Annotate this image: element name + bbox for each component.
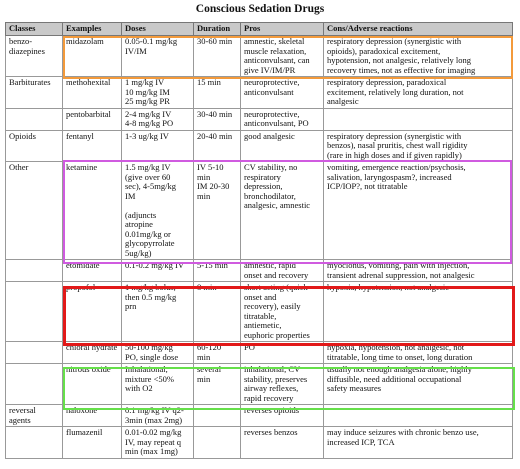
cell-dose: 0.1-0.2 mg/kg IV <box>122 260 194 282</box>
cell-duration: IV 5-10 min IM 20-30 min <box>194 162 241 260</box>
cell-cons: may induce seizures with chronic benzo use, increased ICP, TCA <box>324 427 513 459</box>
cell-cons <box>324 405 513 427</box>
cell-pros: reverses opioids <box>241 405 324 427</box>
table-row <box>6 342 513 364</box>
table-row <box>6 130 513 162</box>
cell-dose: 0.01-0.02 mg/kg IV, may repeat q min (max 1mg) <box>122 427 194 459</box>
table-row <box>6 77 513 109</box>
table-row <box>6 108 513 130</box>
header-pros: Pros <box>241 23 324 36</box>
table-row <box>6 427 513 459</box>
cell-cons: usually not enough analgesia alone, highly diffusible, need additional occupational safety measures <box>324 364 513 405</box>
cell-cons: respiratory depression (synergistic with opioids), paradoxical excitement, hypotension, not analgesic, relatively long recovery times, not as effective for imaging <box>324 36 513 77</box>
cell-example: flumazenil <box>63 427 122 459</box>
cell-dose: 1.5 mg/kg IV (give over 60 sec), 4-5mg/kg IM (adjuncts atropine 0.01mg/kg or glycopyrrolate 5ug/kg) <box>122 162 194 260</box>
cell-cons: hypoxia, hypotension, not analgesic <box>324 282 513 342</box>
cell-duration <box>194 405 241 427</box>
cell-example: fentanyl <box>63 130 122 162</box>
table-header-row <box>6 23 513 36</box>
cell-dose: 1-3 ug/kg IV <box>122 130 194 162</box>
cell-pros: neuroprotective, anticonvulsant, PO <box>241 108 324 130</box>
cell-dose: 1 mg/kg bolus, then 0.5 mg/kg prn <box>122 282 194 342</box>
cell-duration: 5-15 min <box>194 260 241 282</box>
cell-dose: 50-100 mg/kg PO, single dose <box>122 342 194 364</box>
cell-dose: 0.1 mg/kg IV q2- 3min (max 2mg) <box>122 405 194 427</box>
cell-pros: CV stability, no respiratory depression, bronchodilator, analgesic, amnestic <box>241 162 324 260</box>
cell-class <box>6 342 63 364</box>
cell-class: benzo- diazepines <box>6 36 63 77</box>
cell-duration <box>194 427 241 459</box>
cell-duration: several min <box>194 364 241 405</box>
table-row <box>6 364 513 405</box>
cell-pros: amnestic, skeletal muscle relaxation, anticonvulsant, can give IV/IM/PR <box>241 36 324 77</box>
cell-class: Barbiturates <box>6 77 63 109</box>
header-doses: Doses <box>122 23 194 36</box>
cell-pros: inhalational, CV stability, preserves airway reflexes, rapid recovery <box>241 364 324 405</box>
cell-cons: respiratory depression (synergistic with benzos), nasal pruritis, chest wall rigidity (rare in high doses and if given rapidly) <box>324 130 513 162</box>
cell-dose: 2-4 mg/kg IV 4-8 mg/kg PO <box>122 108 194 130</box>
table-row <box>6 162 513 260</box>
cell-example: midazolam <box>63 36 122 77</box>
cell-example: nitrous oxide <box>63 364 122 405</box>
header-examples: Examples <box>63 23 122 36</box>
page-title: Conscious Sedation Drugs <box>195 3 325 15</box>
cell-class: Opioids <box>6 130 63 162</box>
cell-example: etomidate <box>63 260 122 282</box>
cell-class: reversal agents <box>6 405 63 427</box>
cell-duration: 60-120 min <box>194 342 241 364</box>
cell-dose: 0.05-0.1 mg/kg IV/IM <box>122 36 194 77</box>
cell-dose: 1 mg/kg IV 10 mg/kg IM 25 mg/kg PR <box>122 77 194 109</box>
sedation-drugs-table <box>5 22 513 459</box>
cell-class <box>6 282 63 342</box>
table-row <box>6 260 513 282</box>
cell-cons <box>324 108 513 130</box>
table-row <box>6 282 513 342</box>
cell-example: methohexital <box>63 77 122 109</box>
cell-duration: 30-40 min <box>194 108 241 130</box>
cell-pros: reverses benzos <box>241 427 324 459</box>
header-cons: Cons/Adverse reactions <box>324 23 513 36</box>
header-duration: Duration <box>194 23 241 36</box>
cell-example: propofol <box>63 282 122 342</box>
cell-cons: hypoxia, hypotension, not analgesic, not titratable, long time to onset, long duration <box>324 342 513 364</box>
cell-class <box>6 364 63 405</box>
cell-pros: neuroprotective, anticonvulsant <box>241 77 324 109</box>
cell-dose: Inhalational, mixture <50% with O2 <box>122 364 194 405</box>
header-classes: Classes <box>6 23 63 36</box>
cell-pros: good analgesic <box>241 130 324 162</box>
cell-example: naloxone <box>63 405 122 427</box>
cell-cons: myoclonus, vomiting, pain with injection, transient adrenal suppression, not analgesic <box>324 260 513 282</box>
cell-class: Other <box>6 162 63 260</box>
cell-duration: 8 min <box>194 282 241 342</box>
cell-example: chloral hydrate <box>63 342 122 364</box>
cell-example: pentobarbital <box>63 108 122 130</box>
cell-class <box>6 108 63 130</box>
cell-cons: respiratory depression, paradoxical excitement, relatively long duration, not analgesic <box>324 77 513 109</box>
cell-pros: amnestic, rapid onset and recovery <box>241 260 324 282</box>
table-row <box>6 36 513 77</box>
cell-duration: 15 min <box>194 77 241 109</box>
cell-example: ketamine <box>63 162 122 260</box>
cell-class <box>6 260 63 282</box>
cell-class <box>6 427 63 459</box>
cell-pros: PO <box>241 342 324 364</box>
cell-duration: 30-60 min <box>194 36 241 77</box>
cell-pros: short acting (quick onset and recovery), easily titratable, antiemetic, euphoric properties <box>241 282 324 342</box>
cell-cons: vomiting, emergence reaction/psychosis, salivation, laryngospasm?, increased ICP/IOP?, not titratable <box>324 162 513 260</box>
cell-duration: 20-40 min <box>194 130 241 162</box>
table-row <box>6 405 513 427</box>
